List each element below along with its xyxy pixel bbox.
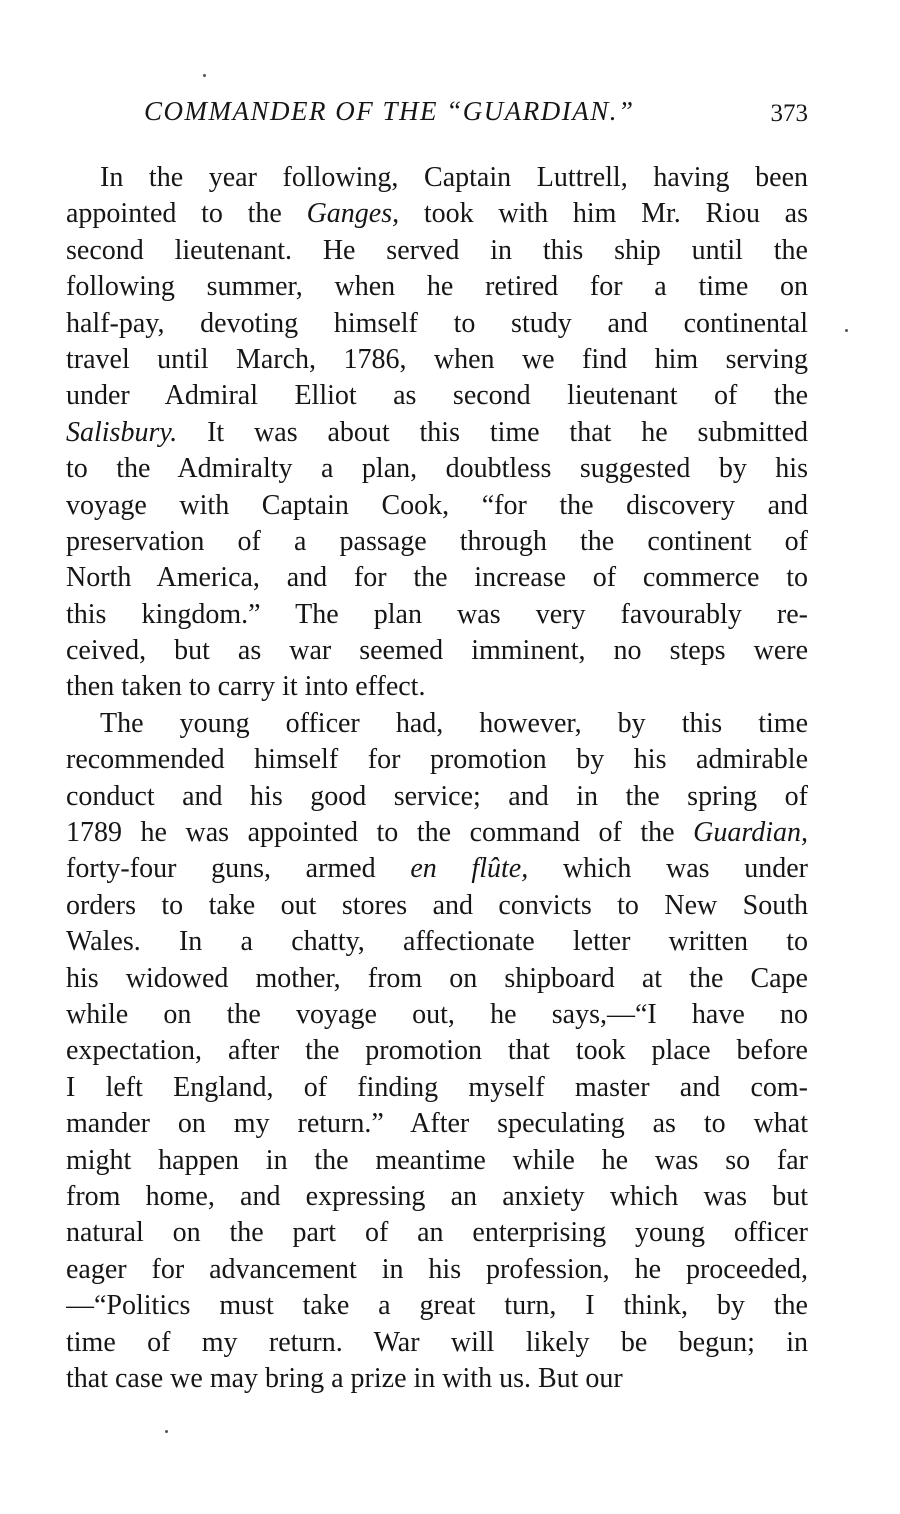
text-line: [66, 779, 808, 815]
text-line: [66, 633, 808, 669]
text-segment: recommended himself for promotion by his admirable: [66, 744, 808, 776]
text-segment: mander on my return.” After speculating as to what: [66, 1108, 808, 1140]
text-line: [66, 378, 808, 414]
text-line: [66, 742, 808, 778]
text-segment: conduct and his good service; and in the spring of: [66, 780, 808, 812]
page-number: 373: [770, 100, 808, 127]
text-line: [66, 1215, 808, 1251]
body-text: [66, 160, 808, 1397]
text-line: [66, 306, 808, 342]
text-segment: from home, and expressing an anxiety which was but: [66, 1180, 808, 1212]
text-segment: orders to take out stores and convicts to New South: [66, 889, 808, 921]
paragraph: [66, 706, 808, 1397]
text-segment: that case we may bring a prize in with us. But our: [66, 1362, 623, 1394]
italic-text: Salisbury.: [66, 416, 178, 448]
text-line: [66, 415, 808, 451]
text-segment: might happen in the meantime while he was so far: [66, 1144, 808, 1176]
text-line: [66, 997, 808, 1033]
text-segment: eager for advancement in his profession, he proceeded,: [66, 1253, 808, 1285]
text-segment: 1789 he was appointed to the command of the: [66, 817, 694, 849]
text-line: [66, 597, 808, 633]
text-line: [66, 488, 808, 524]
text-segment: then taken to carry it into effect.: [66, 671, 426, 703]
text-line: [66, 888, 808, 924]
text-line: [66, 961, 808, 997]
text-line: [66, 1106, 808, 1142]
text-segment: second lieutenant. He served in this ship until the: [66, 234, 808, 266]
text-line: [66, 669, 808, 705]
print-speck: [845, 329, 848, 332]
text-segment: —“Politics must take a great turn, I think, by the: [66, 1290, 808, 1322]
text-segment: half-pay, devoting himself to study and continental: [66, 307, 808, 339]
text-segment: forty-four guns, armed: [66, 853, 411, 885]
print-speck: [165, 1430, 168, 1433]
print-speck: [203, 74, 206, 77]
text-segment: The young officer had, however, by this time: [100, 707, 808, 739]
text-segment: natural on the part of an enterprising young officer: [66, 1217, 808, 1249]
text-line: [66, 233, 808, 269]
text-line: [66, 1325, 808, 1361]
text-segment: under Admiral Elliot as second lieutenant of the: [66, 380, 808, 412]
italic-text: en flûte,: [410, 853, 529, 885]
text-segment: travel until March, 1786, when we find him serving: [66, 343, 808, 375]
text-line: [66, 451, 808, 487]
text-segment: while on the voyage out, he says,—“I have no: [66, 998, 808, 1030]
running-head: [120, 96, 820, 136]
italic-text: Ganges,: [306, 198, 400, 230]
text-line: [66, 1033, 808, 1069]
text-line: [66, 1252, 808, 1288]
paragraph: [66, 160, 808, 706]
text-line: [66, 1070, 808, 1106]
text-segment: expectation, after the promotion that took place before: [66, 1035, 808, 1067]
text-segment: to the Admiralty a plan, doubtless suggested by his: [66, 453, 808, 485]
text-line: [66, 196, 808, 232]
italic-text: Guardian,: [693, 817, 808, 849]
text-segment: preservation of a passage through the continent of: [66, 525, 808, 557]
text-line: [66, 1361, 808, 1397]
text-segment: I left England, of finding myself master and com-: [66, 1071, 808, 1103]
text-segment: North America, and for the increase of commerce to: [66, 562, 808, 594]
running-title: COMMANDER OF THE “GUARDIAN.”: [144, 96, 635, 126]
text-line: [66, 706, 808, 742]
text-segment: appointed to the: [66, 198, 307, 230]
text-segment: his widowed mother, from on shipboard at the Cape: [66, 962, 808, 994]
text-line: [66, 269, 808, 305]
text-segment: It was about this time that he submitted: [177, 416, 808, 448]
text-line: [66, 1179, 808, 1215]
text-line: [66, 1143, 808, 1179]
text-segment: In the year following, Captain Luttrell, having been: [100, 162, 808, 193]
text-line: [66, 160, 808, 196]
text-line: [66, 815, 808, 851]
text-line: [66, 342, 808, 378]
text-segment: which was under: [528, 853, 808, 885]
text-segment: voyage with Captain Cook, “for the discovery and: [66, 489, 808, 521]
text-line: [66, 851, 808, 887]
text-line: [66, 524, 808, 560]
text-line: [66, 1288, 808, 1324]
text-segment: Wales. In a chatty, affectionate letter written to: [66, 926, 808, 958]
text-segment: ceived, but as war seemed imminent, no steps were: [66, 635, 808, 667]
text-line: [66, 924, 808, 960]
text-line: [66, 560, 808, 596]
text-segment: time of my return. War will likely be begun; in: [66, 1326, 808, 1358]
text-segment: this kingdom.” The plan was very favourably re-: [66, 598, 808, 630]
text-segment: following summer, when he retired for a time on: [66, 271, 808, 303]
text-segment: took with him Mr. Riou as: [399, 198, 808, 230]
